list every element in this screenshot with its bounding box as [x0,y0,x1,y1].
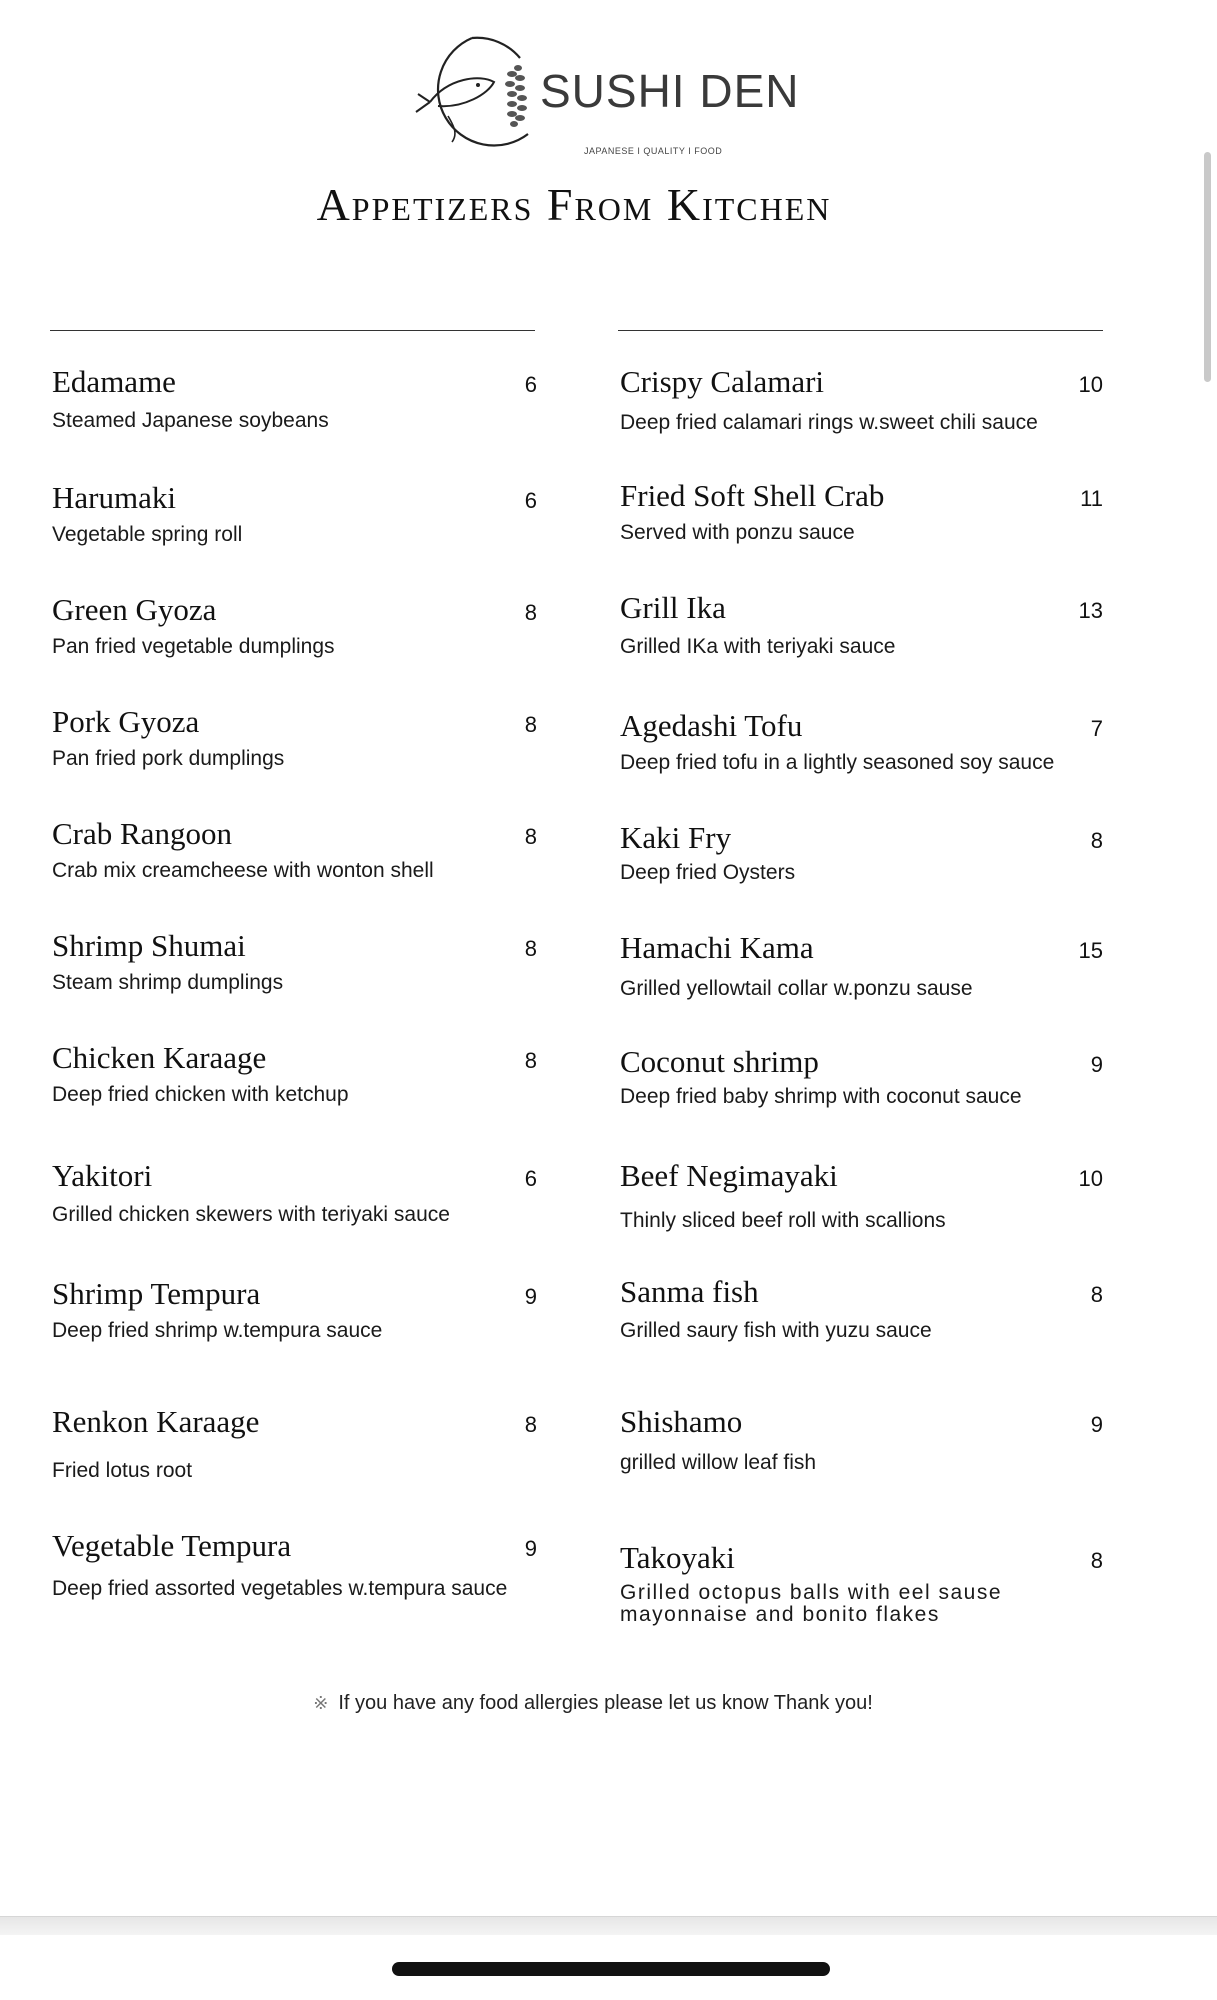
item-price: 8 [524,1048,537,1073]
item-price: 10 [1078,1166,1103,1191]
item-name: Sanma fish [620,1274,759,1309]
item-name: Beef Negimayaki [620,1158,838,1193]
item-price: 8 [524,600,537,625]
item-description: Deep fried Oysters [620,861,796,884]
item-name: Takoyaki [620,1540,735,1575]
item-description: Grilled IKa with teriyaki sauce [620,635,896,658]
right-column-divider [618,330,1103,331]
item-description: Pan fried vegetable dumplings [52,635,335,658]
item-description: Steamed Japanese soybeans [52,409,329,432]
item-price: 8 [1090,828,1103,853]
item-description: Deep fried tofu in a lightly seasoned soy sauce [620,751,1055,774]
item-description: Deep fried shrimp w.tempura sauce [52,1319,383,1342]
item-price: 6 [524,488,537,513]
item-name: Renkon Karaage [52,1404,260,1439]
item-description: Grilled saury fish with yuzu sauce [620,1319,932,1342]
item-price: 8 [524,1412,537,1437]
item-price: 6 [524,1166,537,1191]
logo-wordmark: SUSHI DEN [540,65,800,117]
item-name: Agedashi Tofu [620,708,803,743]
restaurant-logo [408,30,800,156]
item-description: Deep fried baby shrimp with coconut sauce [620,1085,1022,1108]
allergy-notice-text: If you have any food allergies please let us know Thank you! [338,1692,873,1714]
home-indicator[interactable] [392,1962,830,1976]
page-title: Appetizers From Kitchen [316,179,832,230]
item-price: 8 [524,712,537,737]
item-description: Thinly sliced beef roll with scallions [620,1209,946,1232]
item-name: Crab Rangoon [52,816,232,851]
item-price: 15 [1078,938,1103,963]
item-name: Harumaki [52,480,176,515]
item-name: Fried Soft Shell Crab [620,478,885,513]
item-name: Vegetable Tempura [52,1528,292,1563]
item-price: 8 [524,936,537,961]
item-price: 9 [1090,1412,1103,1437]
item-name: Chicken Karaage [52,1040,267,1075]
item-price: 7 [1090,716,1103,741]
item-description: Crab mix creamcheese with wonton shell [52,859,434,882]
item-name: Shrimp Tempura [52,1276,261,1311]
logo-tagline: JAPANESE I QUALITY I FOOD [584,146,723,156]
item-description: Vegetable spring roll [52,523,243,546]
vertical-scrollbar[interactable] [1204,152,1211,382]
left-column-divider [50,330,535,331]
item-description: Grilled yellowtail collar w.ponzu sause [620,977,973,1000]
item-price: 9 [524,1536,537,1561]
item-description: Deep fried calamari rings w.sweet chili sauce [620,411,1038,434]
item-name: Shrimp Shumai [52,928,246,963]
item-name: Edamame [52,364,176,399]
item-name: Pork Gyoza [52,704,200,739]
bottom-toolbar-edge [0,1916,1217,1935]
item-price: 13 [1078,598,1103,623]
item-name: Yakitori [52,1158,153,1193]
reference-mark-icon: ※ [313,1693,329,1713]
fish-moon-logo-icon [408,30,548,154]
item-price: 9 [524,1284,537,1309]
item-description: Pan fried pork dumplings [52,747,285,770]
item-description: grilled willow leaf fish [620,1451,817,1474]
item-description: Fried lotus root [52,1459,193,1482]
item-price: 8 [1090,1548,1103,1573]
item-description: Deep fried assorted vegetables w.tempura sauce [52,1577,508,1600]
item-name: Kaki Fry [620,820,732,855]
item-description: Grilled chicken skewers with teriyaki sauce [52,1203,450,1226]
item-name: Shishamo [620,1404,743,1439]
item-description: Deep fried chicken with ketchup [52,1083,349,1106]
item-description: Served with ponzu sauce [620,521,855,544]
item-name: Green Gyoza [52,592,217,627]
item-name: Grill Ika [620,590,726,625]
item-price: 9 [1090,1052,1103,1077]
allergy-notice [0,1692,1186,1715]
item-name: Hamachi Kama [620,930,814,965]
item-price: 11 [1080,486,1103,511]
item-price: 6 [524,372,537,397]
item-price: 10 [1078,372,1103,397]
item-description: Grilled octopus balls with eel sause mayonnaise and bonito flakes [620,1581,1003,1626]
item-name: Crispy Calamari [620,364,825,399]
item-price: 8 [524,824,537,849]
item-price: 8 [1090,1282,1103,1307]
item-name: Coconut shrimp [620,1044,819,1079]
item-description: Steam shrimp dumplings [52,971,284,994]
